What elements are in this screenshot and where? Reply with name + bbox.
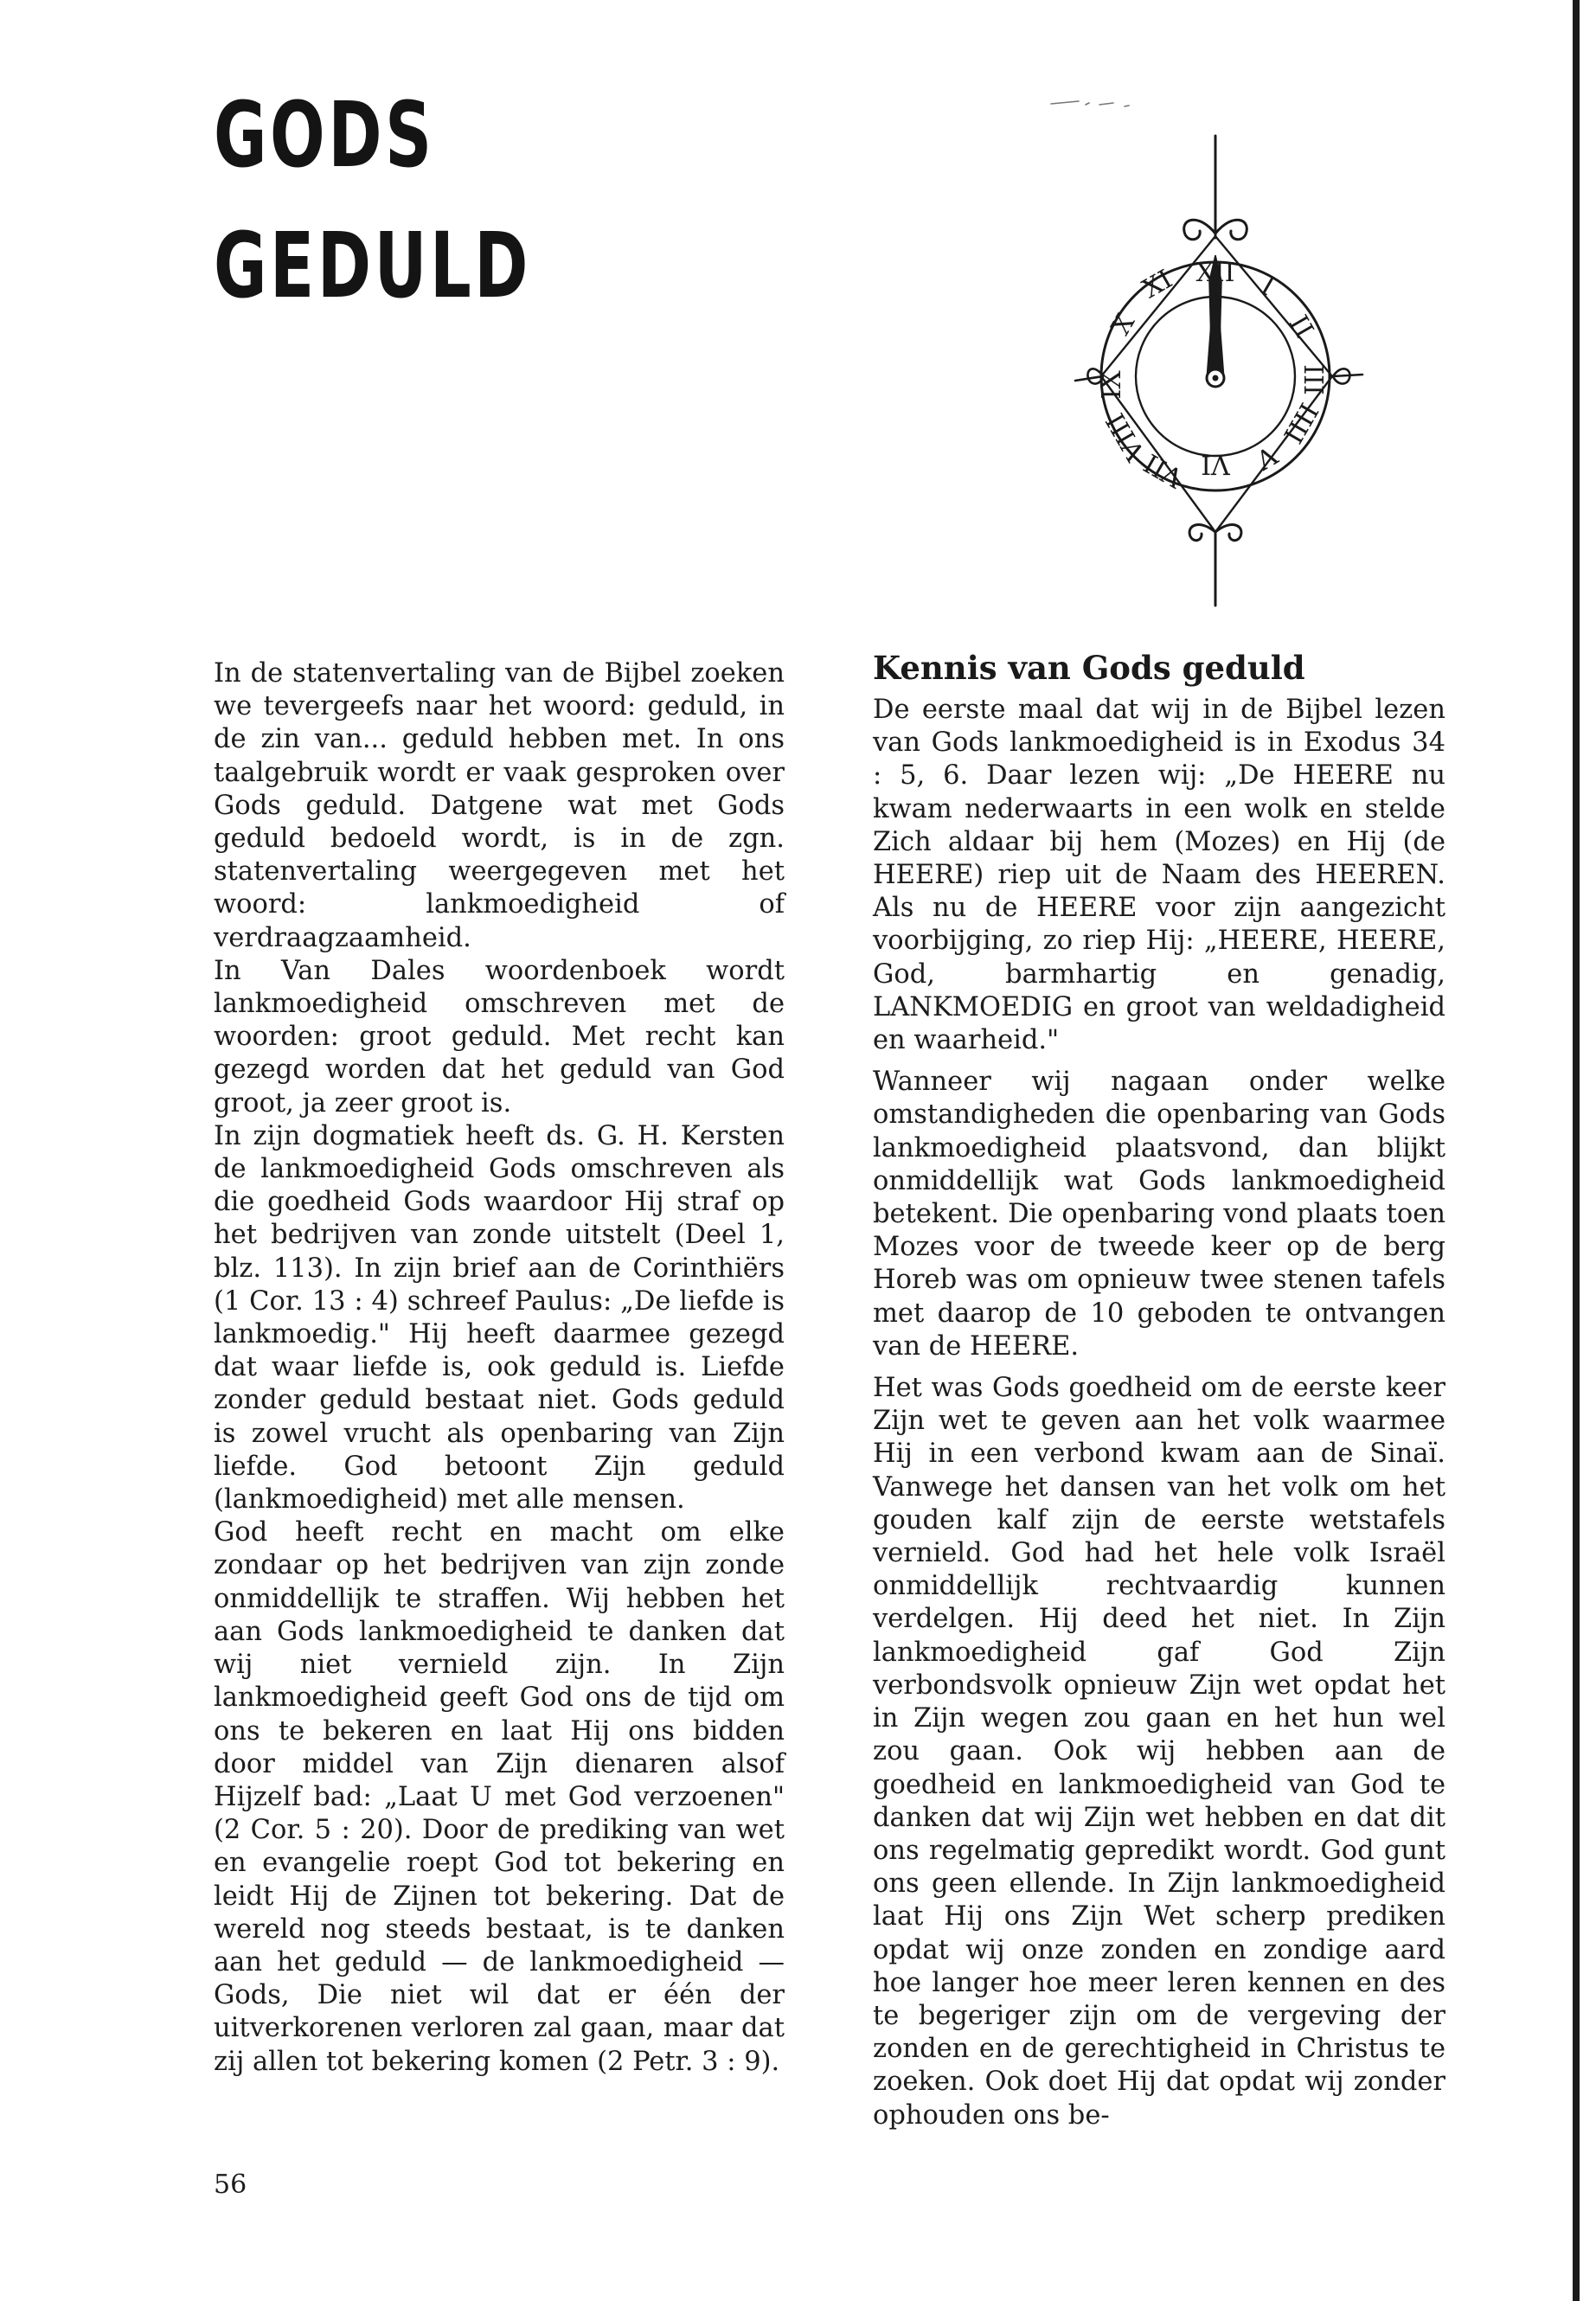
clock-numeral-1: I: [1255, 270, 1280, 303]
body-paragraph: Het was Gods goedheid om de eerste keer Zijn wet te geven aan het volk waarmee Hij in een verbond kwam aan de Sinaï. Vanwege het dansen van het volk om het gouden kalf zijn de eerste wetstafels vernield. God had het hele volk Israël onmiddellijk rechtvaardig kunnen verdelgen. Hij deed het niet. In Zijn lankmoedigheid gaf God Zijn verbondsvolk opnieuw Zijn wet opdat het in Zijn wegen zou gaan en het hun wel zou gaan. Ook wij hebben aan de goedheid en lankmoedigheid van God te danken dat wij Zijn wet hebben en dat dit ons regelmatig gepredikt wordt. God gunt ons geen ellende. In Zijn lankmoedigheid laat Hij ons Zijn Wet scherp prediken opdat wij onze zonden en zondige aard hoe langer hoe meer leren kennen en des te begeriger zijn om de vergeving der zonden en de gerechtigheid in Christus te zoeken. Ook doet Hij dat opdat wij zonder ophouden ons be-: [873, 1373, 1445, 2131]
section-heading: Kennis van Gods geduld: [873, 649, 1305, 687]
body-paragraph: Wanneer wij nagaan onder welke omstandigheden die openbaring van Gods lankmoedigheid plaatsvond, dan blijkt onmiddellijk wat Gods lankmoedigheid betekent. Die openbaring vond plaats toen Mozes voor de tweede keer op de berg Horeb was om opnieuw twee stenen tafels met daarop de 10 geboden te ontvangen van de HEERE.: [873, 1067, 1445, 1362]
scan-edge-bar: [1573, 0, 1580, 2301]
clock-numeral-5: V: [1250, 439, 1282, 475]
body-paragraph: In de statenvertaling van de Bijbel zoeken we tevergeefs naar het woord: geduld, in de zin van... geduld hebben met. In ons taalgebruik wordt er vaak gesproken over Gods geduld. Datgene wat met Gods geduld bedoeld wordt, is in de zgn. statenvertaling weergegeven met het woord: lankmoedigheid of verdraagzaamheid.: [214, 658, 785, 953]
body-paragraph: God heeft recht en macht om elke zondaar op het bedrijven van zijn zonde onmiddellijk te straffen. Wij hebben het aan Gods lankmoedigheid te danken dat wij niet vernield zijn. In Zijn lankmoedigheid geeft God ons de tijd om ons te bekeren en laat Hij ons bidden door middel van Zijn dienaren alsof Hijzelf bad: „Laat U met God verzoenen" (2 Cor. 5 : 20). Door de prediking van wet en evangelie roept God tot bekering en leidt Hij de Zijnen tot bekering. Dat de wereld nog steeds bestaat, is te danken aan het geduld — de lankmoedigheid — Gods, Die niet wil dat er één der uitverkorenen verloren zal gaan, maar dat zij allen tot bekering komen (2 Petr. 3 : 9).: [214, 1517, 785, 2077]
clock-numeral-12: XII: [1195, 258, 1235, 288]
left-column: [214, 657, 785, 2079]
title-line-geduld: GEDULD: [214, 213, 532, 318]
body-paragraph: In zijn dogmatiek heeft ds. G. H. Kersten de lankmoedigheid Gods omschreven als die goedheid Gods waardoor Hij straf op het bedrijven van zonde uitstelt (Deel 1, blz. 113). In zijn brief aan de Corinthiërs (1 Cor. 13 : 4) schreef Paulus: „De liefde is lankmoedig." Hij heeft daarmee gezegd dat waar liefde is, ook geduld is. Liefde zonder geduld bestaat niet. Gods geduld is zowel vrucht als openbaring van Zijn liefde. God betoont Zijn geduld (lankmoedigheid) met alle mensen.: [214, 1120, 785, 1516]
clock-numeral-4: IIII: [1277, 397, 1324, 449]
clock-numeral-9: IX: [1097, 370, 1127, 400]
clock-numeral-6: VI: [1201, 449, 1230, 479]
clock-numeral-11: XI: [1138, 264, 1178, 305]
clock-numeral-8: VIII: [1100, 407, 1152, 466]
page-number: 56: [214, 2170, 247, 2200]
clock-numeral-3: III: [1298, 364, 1328, 395]
clock-icon: [1034, 82, 1423, 619]
title-line-gods: GODS: [214, 82, 435, 188]
right-column: [873, 649, 1445, 2141]
clock-numeral-2: II: [1282, 310, 1319, 343]
clock-numeral-10: X: [1106, 309, 1142, 341]
body-paragraph: In Van Dales woordenboek wordt lankmoedigheid omschreven met de woorden: groot geduld. Met recht kan gezegd worden dat het geduld van God groot, ja zeer groot is.: [214, 955, 785, 1118]
body-paragraph: De eerste maal dat wij in de Bijbel lezen van Gods lankmoedigheid is in Exodus 34 : 5, 6. Daar lezen wij: „De HEERE nu kwam nederwaarts in een wolk en stelde Zich aldaar bij hem (Mozes) en Hij (de HEERE) riep uit de Naam des HEEREN. Als nu de HEERE voor zijn aangezicht voorbijging, zo riep Hij: „HEERE, HEERE, God, barmhartig en genadig, LANKMOEDIG en groot van weldadigheid en waarheid.": [873, 695, 1445, 1056]
clock-numeral-7: VII: [1138, 446, 1189, 493]
